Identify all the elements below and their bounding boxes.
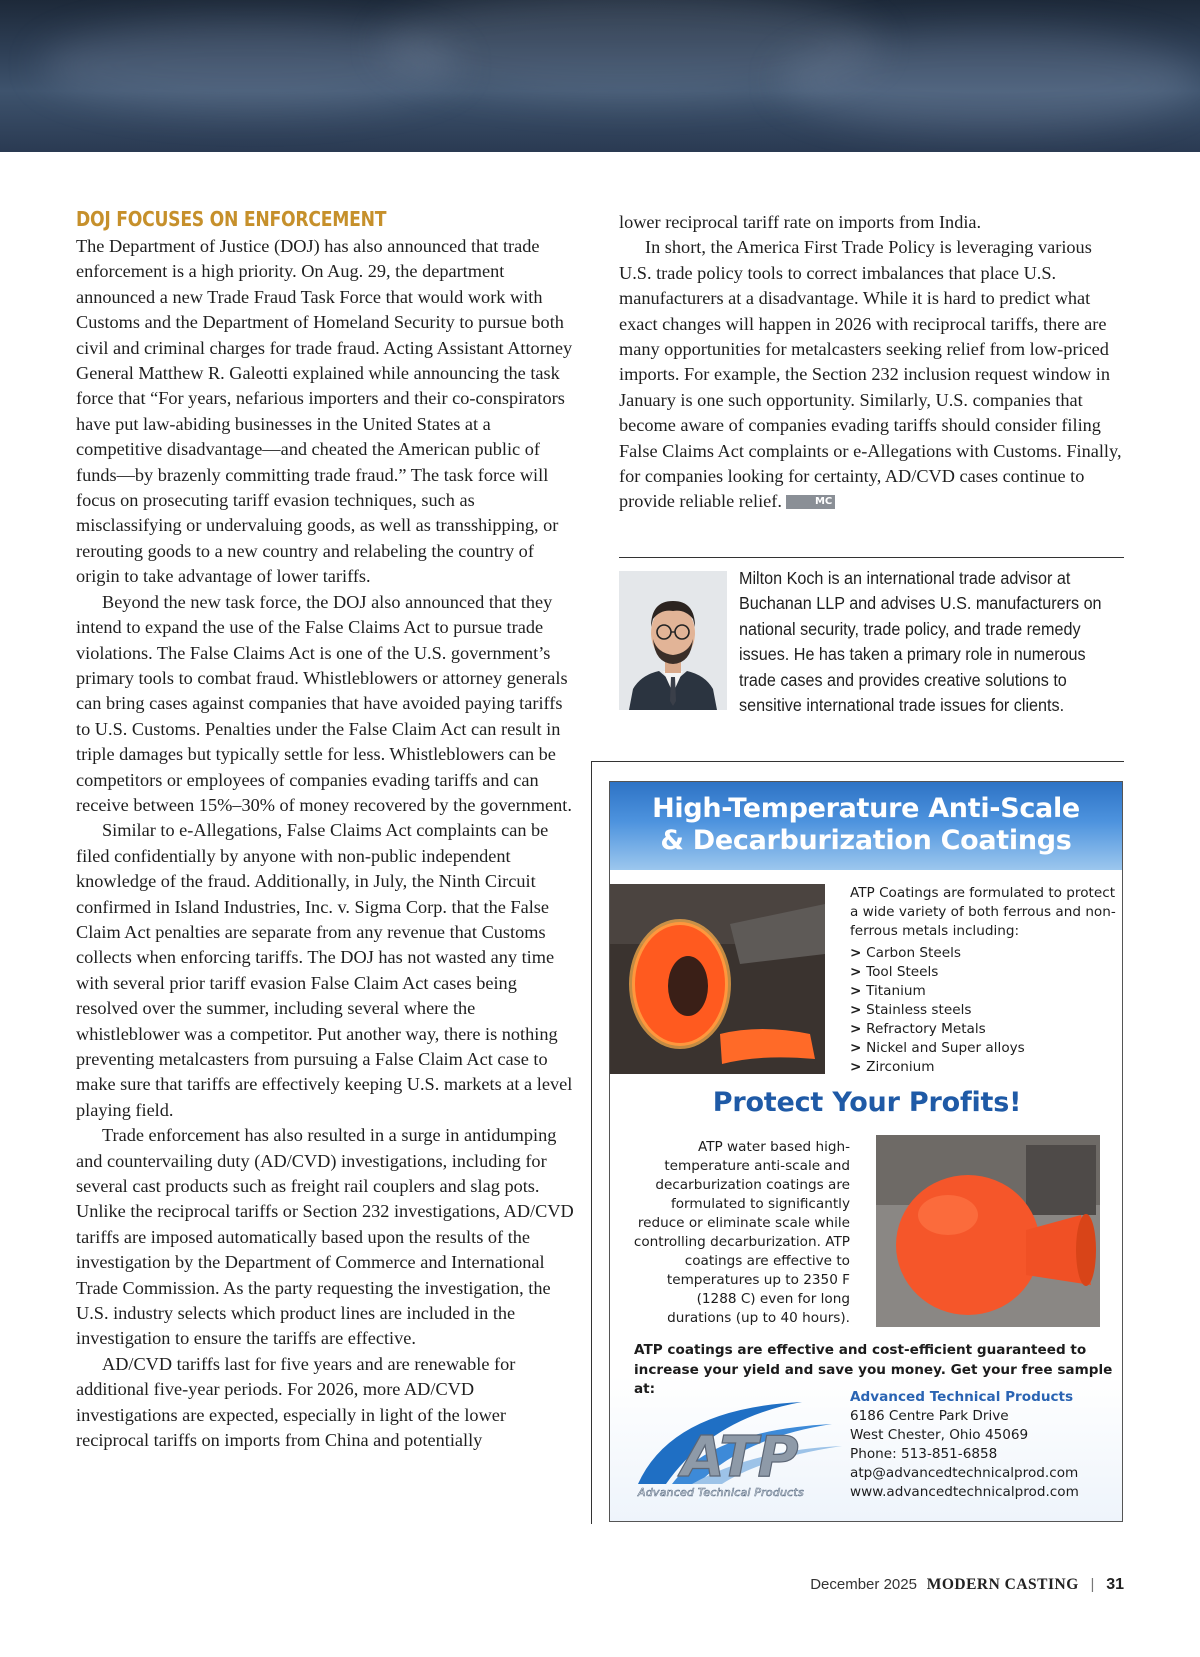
issue-date: December 2025 <box>810 1576 917 1593</box>
paragraph: Similar to e-Allegations, False Claims Act complaints can be filed confidentially by anyone with non-public independent knowledge of the fraud. Additionally, in July, the Ninth Circuit confirmed in Island Industries, Inc. v. Sigma Corp. that the False Claim Act penalties are separate from any revenue that Customs collects when enforcing tariffs. The DOJ has not wasted any time with several prior tariff evasion False Claim Act cases being resolved over the summer, including several where the whistleblower was a competitor. Put another way, there is nothing preventing metalcasters from pursuing a False Claim Act case to make sure that tariffs are effectively keeping U.S. markets at a level playing field. <box>76 820 573 1120</box>
footer-separator: | <box>1090 1576 1095 1593</box>
magazine-name: MODERN CASTING <box>926 1576 1079 1593</box>
paragraph: Beyond the new task force, the DOJ also announced that they intend to expand the use of the False Claims Act to pursue trade violations. The False Claims Act is one of the U.S. government’s primary tools to combat fraud. Whistleblowers or attorney generals can bring cases against companies that have avoided paying tariffs to U.S. Customs. Penalties under the False Claim Act can result in triple damages but typically settle for less. Whistleblowers can be competitors or employees of companies evading tariffs and can receive between 15%–30% of money recovered by the government. <box>76 591 572 815</box>
email: atp@advancedtechnicalprod.com <box>850 1465 1079 1481</box>
author-bio: Milton Koch is an international trade advisor at Buchanan LLP and advises U.S. manufacturers on national security, trade policy, and trade remedy issues. He has taken a primary role in numerous trade cases and provides creative solutions to sensitive international trade issues for clients. <box>739 568 1102 716</box>
header-banner-image <box>0 0 1200 152</box>
list-item: > Zirconium <box>850 1058 1120 1077</box>
page-footer <box>810 1576 1124 1598</box>
logo-caption: Advanced Technical Products <box>638 1486 804 1499</box>
coated-part-image <box>876 1135 1100 1327</box>
list-item: > Tool Steels <box>850 963 1120 982</box>
phone: Phone: 513-851-6858 <box>850 1446 998 1462</box>
company-name: Advanced Technical Products <box>850 1389 1074 1405</box>
list-item: > Titanium <box>850 982 1120 1001</box>
list-item: > Carbon Steels <box>850 944 1120 963</box>
section-heading: DOJ FOCUSES ON ENFORCEMENT <box>76 207 387 231</box>
list-item: > Stainless steels <box>850 1001 1120 1020</box>
ad-title <box>610 782 1122 870</box>
end-mark-badge: MC <box>786 495 835 509</box>
page-number: 31 <box>1106 1576 1124 1593</box>
ad-title-line1: High-Temperature Anti-Scale <box>652 793 1080 824</box>
list-item: > Nickel and Super alloys <box>850 1039 1120 1058</box>
author-photo <box>619 571 727 710</box>
ad-body-text: ATP water based high-temperature anti-scale and decarburization coatings are formulated to significantly reduce or eliminate scale while controlling decarburization. ATP coatings are effective to temperatures up to 2350 F (1288 C) even for long durations (up to 40 hours). <box>633 1139 850 1326</box>
paragraph: The Department of Justice (DOJ) has also announced that trade enforcement is a high priority. On Aug. 29, the department announced a new Trade Fraud Task Force that would work with Customs and the Department of Homeland Security to pursue both civil and criminal charges for trade fraud. Acting Assistant Attorney General Matthew R. Galeotti explained while announcing the task force that “For years, nefarious importers and their co-conspirators have put law-abiding businesses in the United States at a competitive disadvantage—and cheated the American public of funds—by brazenly committing trade fraud.” The task force will focus on prosecuting tariff evasion techniques, such as misclassifying or undervaluing goods, as well as transshipping, or rerouting goods to a new country and relabeling the country of origin to take advantage of lower tariffs. <box>76 236 573 587</box>
bio-divider <box>619 557 1124 558</box>
address-line2: West Chester, Ohio 45069 <box>850 1427 1029 1443</box>
article-left-column <box>76 206 578 1454</box>
paragraph: AD/CVD tariffs last for five years and are renewable for additional five-year periods. For 2026, more AD/CVD investigations are expected, especially in light of the lower reciprocal tariffs on imports from China and potentially <box>76 1353 516 1451</box>
paragraph: Trade enforcement has also resulted in a surge in antidumping and countervailing duty (AD/CVD) investigations, including for several cast products such as freight rail couplers and slag pots. Unlike the reciprocal tariffs or Section 232 investigations, AD/CVD tariffs are imposed automatically based upon the results of the investigation by the Department of Commerce and International Trade Commission. As the party requesting the investigation, the U.S. industry selects which product lines are included in the investigation to ensure the tariffs are effective. <box>76 1125 574 1349</box>
ad-intro: ATP Coatings are formulated to protect a wide variety of both ferrous and non-ferrous metals including: <box>850 885 1116 939</box>
ad-frame-top <box>591 761 1124 762</box>
advertisement <box>609 781 1123 1522</box>
glowing-ring-image <box>610 884 825 1074</box>
metals-list <box>850 944 1120 1077</box>
logo-letters: ATP <box>681 1425 799 1490</box>
paragraph-text: In short, the America First Trade Policy is leveraging various U.S. trade policy tools to correct imbalances that place U.S. manufacturers at a disadvantage. While it is hard to predict what exact changes will happen in 2026 with reciprocal tariffs, there are many opportunities for metalcasters seeking relief from low-priced imports. For example, the Section 232 inclusion request window in January is one such opportunity. Similarly, U.S. companies that become aware of companies evading tariffs should consider filing False Claims Act complaints or e-Allegations with Customs. Finally, for companies looking for certainty, AD/CVD cases continue to provide reliable relief. <box>619 237 1122 512</box>
ad-title-line2: & Decarburization Coatings <box>660 825 1072 856</box>
paragraph: lower reciprocal tariff rate on imports from India. <box>619 212 982 232</box>
list-item: > Refractory Metals <box>850 1020 1120 1039</box>
website: www.advancedtechnicalprod.com <box>850 1484 1079 1500</box>
article-right-column <box>619 210 1124 515</box>
ad-call-to-action: ATP coatings are effective and cost-efficient guaranteed to increase your yield and save you money. Get your free sample at: <box>634 1342 1113 1397</box>
ad-contact-info <box>850 1388 1120 1502</box>
address-line1: 6186 Centre Park Drive <box>850 1408 1009 1424</box>
paragraph-final <box>619 235 1124 514</box>
ad-headline: Protect Your Profits! <box>712 1087 1022 1118</box>
ad-frame-left <box>591 761 592 1524</box>
